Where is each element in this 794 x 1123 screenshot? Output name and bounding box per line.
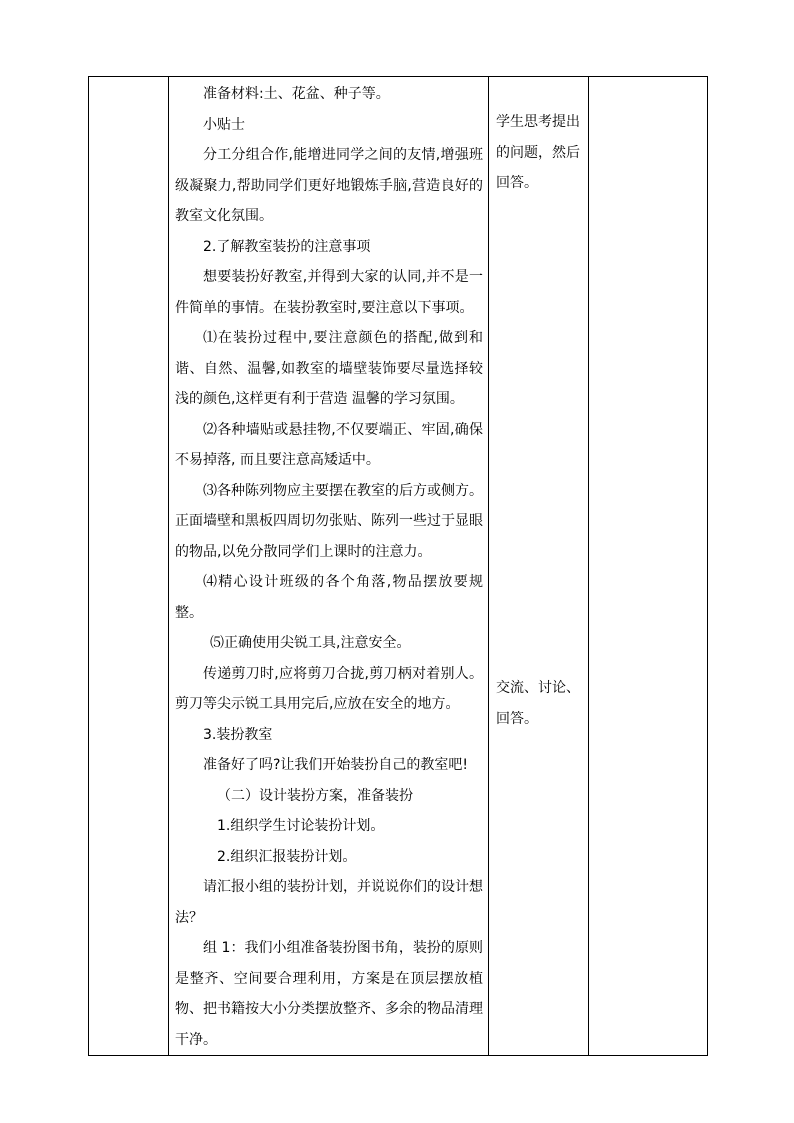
section-heading: 3.装扮教室 <box>203 726 273 743</box>
paragraph: 准备好了吗?让我们开始装扮自己的教室吧! <box>203 757 469 773</box>
paragraph: 组 1：我们小组准备装扮图书角，装扮的原则是整齐、空间要合理利用，方案是在顶层摆放植物、把书籍按大小分类摆放整齐、多余的物品清理干净。 <box>175 940 483 1048</box>
tips-text: 分工分组合作,能增进同学之间的友情,增强班级凝聚力,帮助同学们更好地锻炼手脑,营造良好的教室文化氛围。 <box>175 147 483 224</box>
lesson-plan-table <box>88 76 708 1056</box>
tips-heading: 小贴士 <box>203 116 245 133</box>
student-activity-cell <box>489 77 589 1056</box>
list-item: ⑴在装扮过程中,要注意颜色的搭配,做到和谐、自然、温馨,如教室的墙壁装饰要尽量选择较浅的颜色,这样更有利于营造 温馨的学习氛围。 <box>175 330 483 407</box>
remarks-cell <box>589 77 708 1056</box>
list-item: ⑶各种陈列物应主要摆在教室的后方或侧方。正面墙壁和黑板四周切勿张贴、陈列一些过于显眼的物品,以免分散同学们上课时的注意力。 <box>175 482 483 560</box>
paragraph: 想要装扮好教室,并得到大家的认同,并不是一件简单的事情。在装扮教室时,要注意以下事项。 <box>175 269 483 316</box>
student-note: 交流、讨论、回答。 <box>496 680 580 727</box>
list-item: 2.组织汇报装扮计划。 <box>217 848 357 865</box>
list-item: ⑷精心设计班级的各个角落,物品摆放要规整。 <box>175 574 483 621</box>
student-note: 学生思考提出的问题，然后回答。 <box>496 114 580 191</box>
table-row <box>89 77 708 1056</box>
section-heading: 2.了解教室装扮的注意事项 <box>203 238 371 255</box>
list-item: ⑸正确使用尖锐工具,注意安全。 <box>210 635 411 651</box>
paragraph: 请汇报小组的装扮计划，并说说你们的设计想法？ <box>175 879 483 926</box>
list-item: ⑵各种墙贴或悬挂物,不仅要端正、牢固,确保不易掉落, 而且要注意高矮适中。 <box>175 421 483 468</box>
teaching-content-cell <box>169 77 489 1056</box>
section-heading: （二）设计装扮方案，准备装扮 <box>217 787 413 804</box>
paragraph: 传递剪刀时,应将剪刀合拢,剪刀柄对着别人。剪刀等尖示锐工具用完后,应放在安全的地方。 <box>175 665 483 712</box>
list-item: 1.组织学生讨论装扮计划。 <box>217 818 385 834</box>
stage-cell <box>89 77 169 1056</box>
materials-text: 准备材料:土、花盆、种子等。 <box>203 86 390 102</box>
